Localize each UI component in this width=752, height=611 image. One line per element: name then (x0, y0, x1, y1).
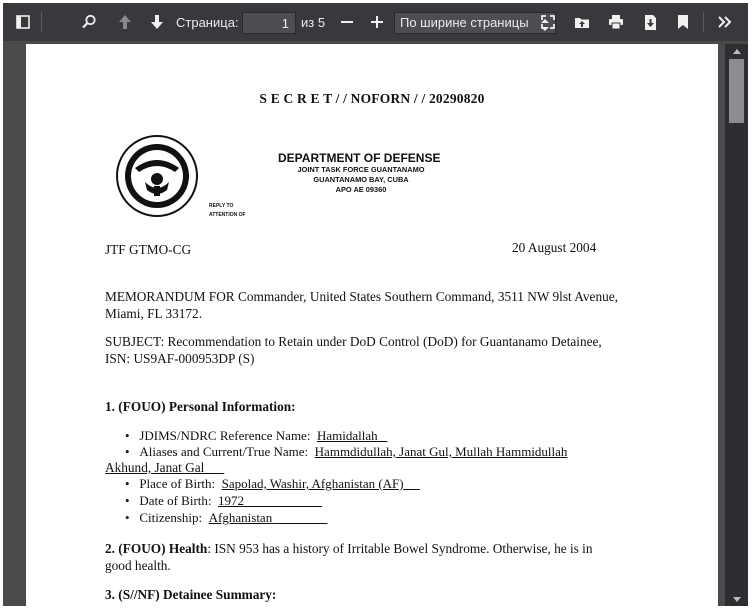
health-paragraph: 2. (FOUO) Health: ISN 953 has a history of Irritable Bowel Syndrome. Otherwise, he is in (105, 541, 593, 556)
letterhead-unit: JOINT TASK FORCE GUANTANAMO (297, 165, 425, 174)
scrollbar-thumb[interactable] (729, 59, 744, 123)
fullscreen-icon (541, 15, 555, 29)
memo-for-line: MEMORANDUM FOR Commander, United States Southern Command, 3511 NW 9lst Avenue, (105, 289, 618, 304)
bookmark-button[interactable] (669, 3, 697, 41)
zoom-select-value: По ширине страницы (400, 15, 529, 30)
tools-menu-button[interactable] (711, 3, 739, 41)
office-symbol: JTF GTMO-CG (105, 242, 192, 257)
health-paragraph-line-2: good health. (105, 558, 171, 573)
chevron-down-icon (733, 597, 741, 602)
bookmark-icon (678, 15, 688, 29)
find-button[interactable] (75, 3, 103, 41)
open-folder-icon (574, 15, 590, 29)
plus-icon (371, 16, 383, 28)
open-file-button[interactable] (568, 3, 596, 41)
scroll-down-button[interactable] (725, 592, 748, 606)
sidebar-toggle-icon (16, 15, 30, 29)
page-number-input[interactable] (242, 12, 296, 34)
print-icon (608, 15, 624, 29)
subject-line-2: ISN: US9AF-000953DP (S) (105, 351, 255, 366)
vertical-scrollbar[interactable] (725, 44, 748, 606)
minus-icon (341, 16, 353, 28)
list-item: • Date of Birth: 1972 (125, 493, 245, 508)
chevron-up-icon (733, 49, 741, 54)
arrow-up-icon (118, 14, 132, 30)
health-heading: 2. (FOUO) Health (105, 541, 208, 556)
letterhead-apo: APO AE 09360 (335, 185, 387, 194)
alias-continuation: Akhund, Janat Gal (105, 460, 205, 475)
list-item: • Aliases and Current/True Name: Hammdidullah, Janat Gul, Mullah Hammidullah (125, 444, 568, 459)
toolbar-separator (41, 12, 42, 32)
search-icon (81, 14, 97, 30)
pdf-viewer (3, 3, 748, 606)
list-item: • Citizenship: Afghanistan (125, 510, 273, 525)
classification-banner: S E C R E T / / NOFORN / / 20290820 (259, 91, 485, 106)
print-button[interactable] (602, 3, 630, 41)
page-count: из 5 (301, 14, 326, 30)
previous-page-button[interactable] (111, 3, 139, 41)
letterhead-department: DEPARTMENT OF DEFENSE (278, 151, 441, 165)
section-personal-info-heading: 1. (FOUO) Personal Information: (105, 399, 296, 414)
toolbar-separator (703, 12, 704, 32)
memo-date: 20 August 2004 (512, 240, 597, 255)
zoom-select[interactable] (394, 12, 556, 34)
letterhead-location: GUANTANAMO BAY, CUBA (313, 175, 409, 184)
section-detainee-summary-heading: 3. (S//NF) Detainee Summary: (105, 587, 277, 602)
list-item: • JDIMS/NDRC Reference Name: Hamidallah (125, 428, 378, 443)
memo-for-line-2: Miami, FL 33172. (105, 306, 203, 321)
next-page-button[interactable] (143, 3, 171, 41)
double-chevron-right-icon (718, 16, 732, 28)
arrow-down-icon (150, 14, 164, 30)
download-icon (644, 15, 657, 30)
reply-to-label: REPLY TO (209, 203, 234, 209)
download-button[interactable] (636, 3, 664, 41)
scroll-up-button[interactable] (725, 44, 748, 58)
presentation-mode-button[interactable] (534, 3, 562, 41)
sidebar-toggle-button[interactable] (9, 3, 37, 41)
zoom-out-button[interactable] (333, 3, 361, 41)
list-item: • Place of Birth: Sapolad, Washir, Afghanistan (AF) (125, 476, 404, 491)
pdf-page (26, 44, 718, 606)
zoom-in-button[interactable] (363, 3, 391, 41)
subject-line: SUBJECT: Recommendation to Retain under DoD Control (DoD) for Guantanamo Detainee, (105, 334, 602, 349)
page-label: Страница: (176, 14, 239, 30)
toolbar (3, 3, 748, 41)
attention-of-label: ATTENTION OF (209, 212, 246, 218)
